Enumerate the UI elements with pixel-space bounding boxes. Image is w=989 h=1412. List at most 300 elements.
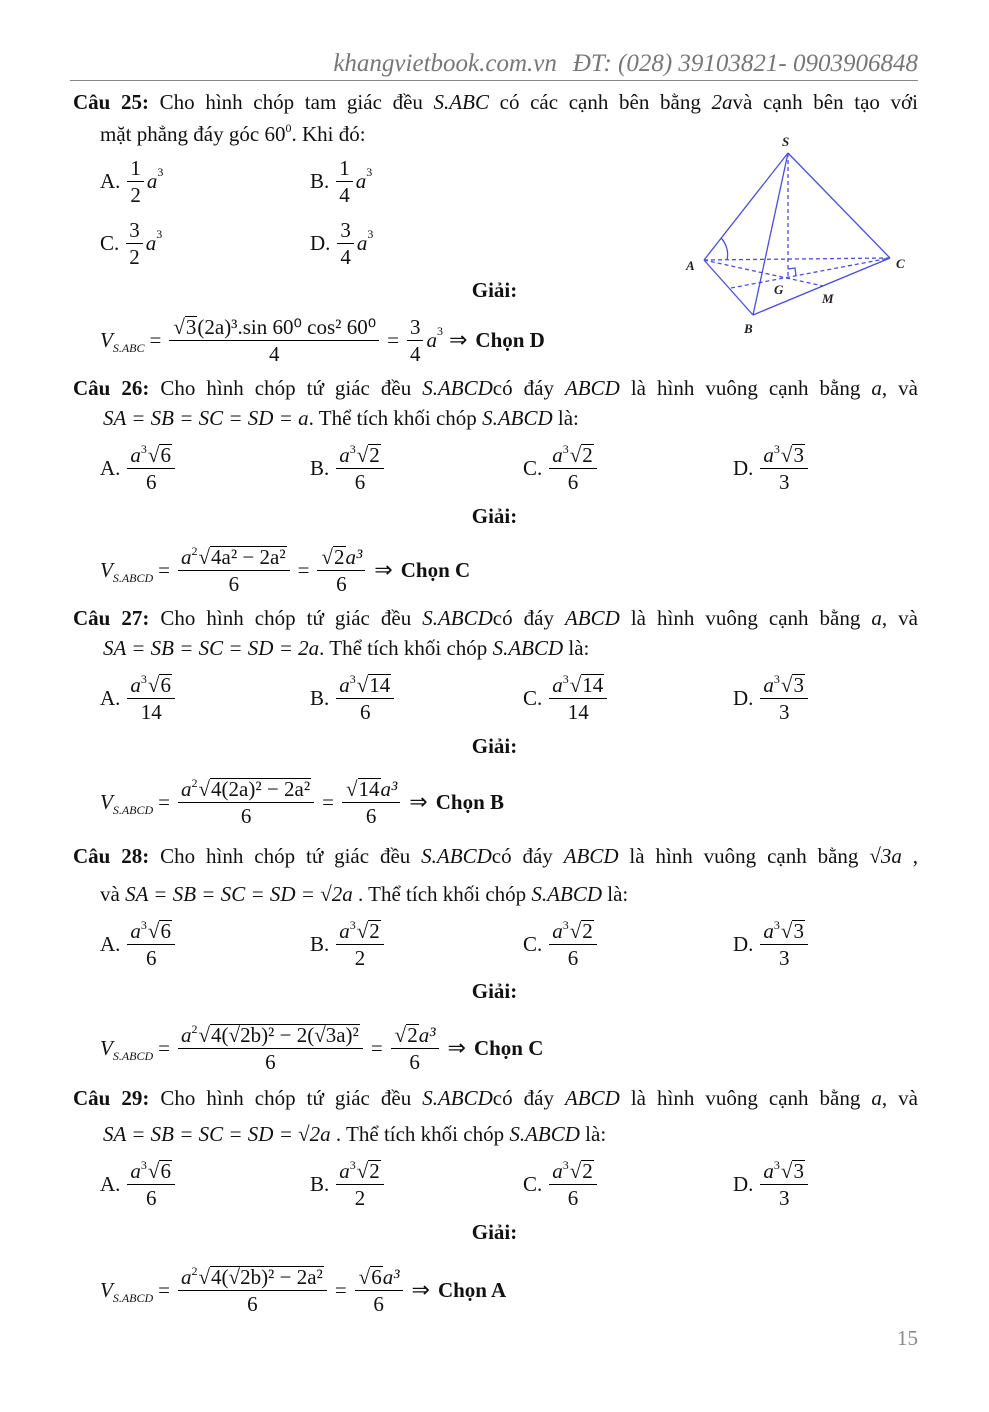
text: là hình vuông cạnh bằng	[619, 1086, 872, 1110]
text: Cho hình chóp tứ giác đều	[160, 606, 423, 630]
radicand: 3	[793, 918, 804, 943]
option-label: D.	[733, 1171, 754, 1196]
exponent: 3	[562, 441, 569, 456]
denominator: 6	[145, 1185, 157, 1210]
implies-icon: ⇒	[409, 789, 428, 814]
denominator: 6	[354, 469, 366, 494]
text: là:	[552, 406, 579, 430]
fraction	[336, 442, 384, 495]
implies-icon: ⇒	[447, 1035, 466, 1060]
text: là:	[563, 636, 590, 660]
radicand: 6	[160, 672, 171, 697]
option-label: A.	[100, 1171, 121, 1196]
equals: =	[158, 557, 171, 582]
numerator: $a^3√2$	[336, 1158, 384, 1185]
text: Cho hình chóp tam giác đều	[159, 90, 434, 114]
radicand: 4(2a)² − 2a²	[211, 776, 311, 801]
denominator: 2	[130, 182, 141, 207]
fraction	[407, 314, 424, 367]
variable: a	[145, 230, 157, 255]
option-label: A.	[100, 455, 121, 480]
numerator: $a^3√3$	[760, 672, 808, 699]
q25-solution	[100, 308, 545, 372]
radicand: 6	[160, 918, 171, 943]
implies-icon: ⇒	[448, 327, 468, 352]
q26-option-a[interactable]	[100, 436, 178, 500]
fraction	[169, 314, 379, 367]
text: là:	[579, 1122, 607, 1146]
option-label: C.	[523, 1171, 543, 1196]
math: ABCD	[564, 606, 620, 630]
variable: a³	[380, 776, 398, 801]
radicand: 3	[793, 672, 804, 697]
variable: a	[339, 1158, 350, 1183]
variable: a³	[418, 1022, 436, 1047]
variable: a	[552, 918, 563, 943]
answer-choice: Chọn B	[435, 789, 505, 814]
denominator: 3	[778, 699, 790, 724]
option-label: D.	[310, 230, 331, 255]
volume-symbol: V	[100, 557, 113, 582]
math: 2a	[711, 90, 733, 114]
numerator: 1	[336, 155, 353, 182]
exponent: 3	[140, 1157, 147, 1172]
q26-statement-line1	[73, 373, 918, 403]
q29-statement-line1	[73, 1083, 918, 1113]
variable: a³	[345, 544, 363, 569]
fraction	[336, 672, 394, 725]
numerator: $a^3√3$	[760, 918, 808, 945]
subscript: S.ABCD	[112, 1049, 154, 1063]
question-label: Câu 27:	[73, 606, 150, 630]
fraction	[127, 1158, 175, 1211]
fraction	[549, 1158, 597, 1211]
q27-solution	[100, 770, 504, 834]
math: S.ABCD	[482, 406, 553, 430]
numerator: √6a³	[355, 1264, 403, 1291]
q27-option-d[interactable]	[733, 666, 811, 730]
exponent: 2	[191, 775, 198, 790]
option-label: C.	[523, 685, 543, 710]
text: có đáy	[492, 606, 565, 630]
text: Cho hình chóp tứ giác đều	[160, 376, 423, 400]
denominator: 6	[365, 803, 377, 828]
radicand: 3	[793, 1158, 804, 1183]
implies-icon: ⇒	[374, 557, 393, 582]
fraction	[178, 1022, 363, 1075]
radicand: 14	[582, 672, 604, 697]
variable: a	[339, 672, 350, 697]
numerator: $a^3√3$	[760, 1158, 808, 1185]
option-label: D.	[733, 455, 754, 480]
radicand: 2	[582, 1158, 593, 1183]
exponent: 3	[156, 227, 163, 241]
label-m: M	[822, 291, 834, 306]
radicand: 2	[369, 442, 380, 467]
text: và	[100, 882, 126, 906]
text: có đáy	[492, 376, 565, 400]
numerator: $a^3√14$	[336, 672, 394, 699]
page-number: 15	[897, 1326, 918, 1350]
exponent: 3	[140, 441, 147, 456]
fraction	[549, 672, 607, 725]
equals: =	[322, 789, 334, 814]
question-label: Câu 25:	[73, 90, 149, 114]
solution-heading: Giải:	[471, 979, 518, 1003]
variable: a	[339, 442, 350, 467]
denominator: 6	[228, 571, 240, 596]
option-label: A.	[100, 685, 121, 710]
equals: =	[334, 1277, 347, 1302]
math: ABCD	[564, 1086, 620, 1110]
q29-option-c[interactable]	[523, 1152, 600, 1216]
question-label: Câu 28:	[73, 844, 150, 868]
fraction	[178, 544, 290, 597]
denominator: 2	[129, 244, 140, 269]
text: Cho hình chóp tứ giác đều	[160, 844, 422, 868]
denominator: 6	[567, 469, 579, 494]
option-label: D.	[733, 931, 754, 956]
text: có đáy	[492, 1086, 565, 1110]
math: ABCD	[564, 376, 620, 400]
numerator: $a^2√4(√2b)^2 - 2a^2$	[178, 1264, 327, 1291]
equals: =	[387, 327, 399, 352]
exponent: 2	[191, 543, 198, 558]
q28-option-c[interactable]	[523, 912, 600, 976]
numerator: √2a³	[317, 544, 365, 571]
exponent: 3	[349, 1157, 356, 1172]
q25-option-d[interactable]	[310, 211, 373, 275]
q25-statement-line1	[73, 87, 918, 117]
denominator: 6	[336, 571, 347, 596]
math: a	[871, 606, 882, 630]
fraction	[342, 776, 400, 829]
math: S.ABCD	[531, 882, 602, 906]
exponent: 3	[367, 227, 374, 241]
math: S.ABCD	[509, 1122, 580, 1146]
option-label: B.	[310, 168, 330, 193]
exponent: 3	[366, 165, 373, 179]
q28-statement-line1	[73, 841, 918, 871]
exponent: 3	[773, 441, 780, 456]
variable: a	[552, 672, 563, 697]
fraction	[336, 155, 353, 208]
numerator: $a^3√2$	[336, 918, 384, 945]
radicand: 2	[334, 544, 345, 569]
q26-option-b[interactable]	[310, 436, 387, 500]
denominator: 6	[373, 1291, 384, 1316]
text: có các cạnh bên bằng	[488, 90, 712, 114]
equals: =	[297, 557, 310, 582]
radicand: 14	[369, 672, 391, 697]
variable: a	[130, 672, 141, 697]
equals: =	[370, 1035, 383, 1060]
q27-option-b[interactable]	[310, 666, 397, 730]
denominator: 6	[409, 1049, 420, 1074]
variable: a	[130, 442, 141, 467]
answer-choice: Chọn C	[473, 1035, 544, 1060]
exponent: 3	[562, 917, 569, 932]
option-label: C.	[100, 230, 120, 255]
exponent: 3	[140, 917, 147, 932]
denominator: 6	[145, 945, 157, 970]
text: và cạnh bên tạo với	[732, 90, 918, 114]
radicand: 4a² − 2a²	[211, 544, 286, 569]
radicand: 3	[793, 442, 804, 467]
numerator: 3	[337, 217, 354, 244]
denominator: 4	[409, 341, 421, 366]
fraction	[337, 217, 354, 270]
numerator: $a^3√2$	[549, 442, 597, 469]
denominator: 3	[778, 469, 790, 494]
denominator: 14	[567, 699, 589, 724]
numerator: $a^2√4a^2 - 2a^2$	[178, 544, 290, 571]
text: Cho hình chóp tứ giác đều	[160, 1086, 423, 1110]
variable: a	[181, 776, 192, 801]
math: √3a	[869, 844, 902, 868]
q28-option-a[interactable]	[100, 912, 178, 976]
radicand: 14	[358, 776, 380, 801]
math: S.ABCD	[421, 844, 492, 868]
math: S.ABCD	[492, 636, 564, 660]
exponent: 3	[773, 1157, 780, 1172]
text: là:	[602, 882, 629, 906]
label-g: G	[774, 282, 784, 297]
numerator: $a^3√2$	[336, 442, 384, 469]
q28-option-b[interactable]	[310, 912, 387, 976]
exponent: 3	[349, 917, 356, 932]
denominator: 4	[268, 341, 280, 366]
numerator: $a^3√3$	[760, 442, 808, 469]
math: S.ABCD	[422, 1086, 493, 1110]
variable: a	[181, 1022, 192, 1047]
subscript: S.ABCD	[112, 571, 154, 585]
numerator: 1	[127, 155, 144, 182]
question-label: Câu 26:	[73, 376, 150, 400]
fraction	[127, 672, 175, 725]
numerator: $a^2√4(√2b)^2 - 2(√3a)^2$	[178, 1022, 363, 1049]
numerator: $a^3√14$	[549, 672, 607, 699]
q28-statement-line2	[100, 879, 628, 909]
exponent: 3	[140, 671, 147, 686]
q29-option-a[interactable]	[100, 1152, 178, 1216]
q26-option-c[interactable]	[523, 436, 600, 500]
exponent: 2	[191, 1263, 198, 1278]
denominator: 3	[778, 945, 790, 970]
fraction	[127, 155, 144, 208]
text: . Thể tích khối chóp	[330, 1122, 510, 1146]
equals: =	[149, 327, 162, 352]
text: là hình vuông cạnh bằng	[619, 376, 872, 400]
radicand: 6	[160, 442, 171, 467]
math: SA = SB = SC = SD = a	[103, 406, 309, 430]
exponent: 3	[349, 671, 356, 686]
fraction	[127, 442, 175, 495]
question-label: Câu 29:	[73, 1086, 150, 1110]
exponent: 3	[436, 324, 443, 338]
fraction	[178, 1264, 327, 1317]
variable: a	[339, 918, 350, 943]
math: 60	[264, 122, 286, 146]
answer-choice: Chọn D	[475, 327, 545, 352]
q25-option-a[interactable]	[100, 149, 163, 213]
numerator: 3	[126, 217, 143, 244]
numerator: $a^3√6$	[127, 918, 175, 945]
option-label: B.	[310, 1171, 330, 1196]
numerator: 3	[407, 314, 424, 341]
denominator: 14	[140, 699, 162, 724]
variable: a	[763, 672, 774, 697]
denominator: 6	[360, 699, 371, 724]
variable: a	[552, 442, 563, 467]
label-s: S	[782, 134, 790, 149]
text: . Thể tích khối chóp	[308, 406, 483, 430]
variable: a	[130, 918, 141, 943]
fraction	[127, 918, 175, 971]
fraction	[391, 1022, 439, 1075]
pyramid-figure	[680, 130, 920, 340]
exponent: 3	[562, 1157, 569, 1172]
denominator: 4	[340, 244, 351, 269]
variable: a	[181, 1264, 192, 1289]
denominator: 3	[778, 1185, 790, 1210]
text: . Khi đó:	[291, 122, 366, 146]
exponent: 2	[191, 1021, 198, 1036]
numerator: √3(2a)³.sin 60⁰ cos² 60⁰	[169, 314, 379, 341]
answer-choice: Chọn C	[400, 557, 471, 582]
radicand: 4(√2b)² − 2(√3a)²	[211, 1022, 359, 1047]
math: ABCD	[563, 844, 619, 868]
q28-option-d[interactable]	[733, 912, 811, 976]
numerator: $a^2√4(2a)^2 - 2a^2$	[178, 776, 314, 803]
label-a: A	[686, 258, 695, 273]
variable: a	[356, 230, 368, 255]
variable: a	[130, 1158, 141, 1183]
subscript: S.ABCD	[112, 803, 154, 817]
denominator: 4	[339, 182, 350, 207]
text: . Thể tích khối chóp	[319, 636, 493, 660]
text: ,	[901, 844, 919, 868]
numerator: √14a³	[342, 776, 400, 803]
fraction	[178, 776, 314, 829]
volume-symbol: V	[100, 789, 113, 814]
radicand: 3	[185, 314, 197, 339]
radicand: 2	[369, 1158, 380, 1183]
numerator: $a^3√2$	[549, 1158, 597, 1185]
q26-solution	[100, 538, 470, 602]
denominator: 6	[265, 1049, 276, 1074]
text: , và	[881, 1086, 918, 1110]
text: , và	[881, 606, 918, 630]
text: , và	[881, 376, 918, 400]
header-divider	[70, 80, 918, 81]
fraction	[549, 442, 597, 495]
math: a	[871, 376, 882, 400]
exponent: 3	[157, 165, 164, 179]
solution-heading: Giải:	[471, 504, 518, 528]
exponent: 3	[562, 671, 569, 686]
fraction	[126, 217, 143, 270]
solution-heading: Giải:	[471, 1220, 518, 1244]
fraction	[760, 918, 808, 971]
radicand: 2	[407, 1022, 418, 1047]
radicand: 6	[160, 1158, 171, 1183]
radicand: 6	[371, 1264, 382, 1289]
text: mặt phẳng đáy góc	[100, 122, 265, 146]
math: S.ABCD	[422, 606, 493, 630]
variable: a	[763, 442, 774, 467]
solution-heading: Giải:	[471, 734, 518, 758]
label-c: C	[896, 256, 905, 271]
denominator: 6	[567, 945, 579, 970]
option-label: C.	[523, 931, 543, 956]
subscript: S.ABCD	[112, 1291, 154, 1305]
q25-option-c[interactable]	[100, 211, 162, 275]
solution-heading: Giải:	[471, 278, 518, 302]
math: S.ABC	[433, 90, 489, 114]
variable: a	[181, 544, 192, 569]
denominator: 2	[354, 1185, 366, 1210]
fraction	[549, 918, 597, 971]
q26-option-d[interactable]	[733, 436, 811, 500]
denominator: 6	[240, 803, 252, 828]
q26-statement-line2	[103, 403, 579, 433]
variable: a	[355, 168, 367, 193]
q27-option-c[interactable]	[523, 666, 610, 730]
math: SA = SB = SC = SD = √2a	[103, 1122, 331, 1146]
equals: =	[158, 1035, 171, 1060]
radicand: 4(√2b)² − 2a²	[211, 1264, 323, 1289]
q27-statement-line2	[103, 633, 589, 663]
variable: a³	[382, 1264, 400, 1289]
text: là hình vuông cạnh bằng	[618, 844, 870, 868]
answer-choice: Chọn A	[437, 1277, 507, 1302]
denominator: 6	[247, 1291, 258, 1316]
option-label: B.	[310, 931, 330, 956]
q29-option-d[interactable]	[733, 1152, 811, 1216]
q27-option-a[interactable]	[100, 666, 178, 730]
math: a	[871, 1086, 882, 1110]
radicand: 2	[582, 918, 593, 943]
option-label: A.	[100, 168, 121, 193]
fraction	[336, 918, 384, 971]
fraction	[336, 1158, 384, 1211]
label-b: B	[744, 321, 753, 336]
volume-symbol: V	[100, 1035, 113, 1060]
fraction	[760, 672, 808, 725]
math: SA = SB = SC = SD = 2a	[103, 636, 320, 660]
q28-solution	[100, 1016, 543, 1080]
math: S.ABCD	[422, 376, 493, 400]
volume-symbol: V	[100, 327, 113, 352]
q25-statement-line2	[100, 119, 366, 149]
q29-option-b[interactable]	[310, 1152, 387, 1216]
math-exponent: 0	[285, 121, 292, 135]
header-phone: ĐT: (028) 39103821- 0903906848	[572, 50, 918, 77]
denominator: 6	[567, 1185, 579, 1210]
denominator: 2	[354, 945, 366, 970]
option-label: C.	[523, 455, 543, 480]
volume-symbol: V	[100, 1277, 113, 1302]
numerator: √2a³	[391, 1022, 439, 1049]
header-site: khangvietbook.com.vn	[333, 50, 557, 77]
fraction	[760, 442, 808, 495]
denominator: 6	[145, 469, 157, 494]
expression: (2a)³.sin 60⁰ cos² 60⁰	[197, 314, 377, 339]
numerator: $a^3√6$	[127, 1158, 175, 1185]
q25-option-b[interactable]	[310, 149, 372, 213]
option-label: A.	[100, 931, 121, 956]
